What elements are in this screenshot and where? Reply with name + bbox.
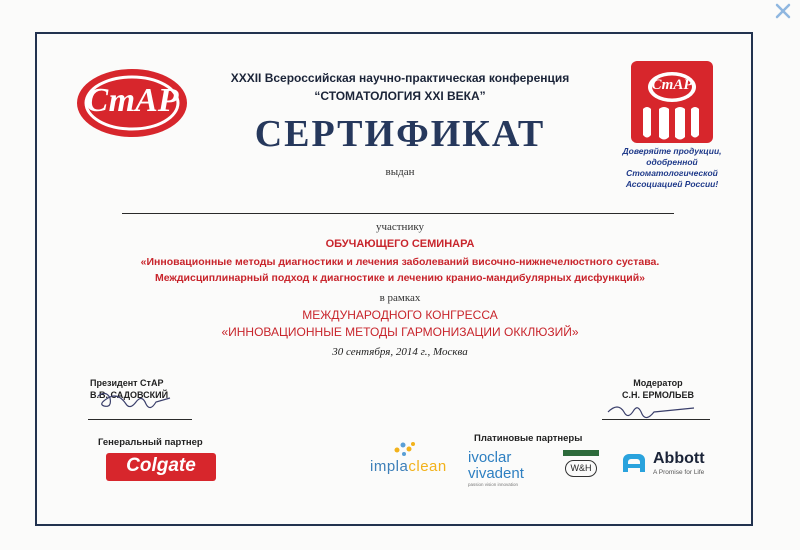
within-label: в рамках [379, 292, 421, 304]
star-logo-right [631, 61, 713, 143]
moderator-signature [600, 398, 710, 426]
colgate-logo [106, 453, 216, 481]
platinum-partners-label: Платиновые партнеры [474, 433, 583, 444]
certificate-title: СЕРТИФИКАТ [254, 113, 546, 155]
caption-line: Ассоциацией России! [625, 179, 719, 189]
abbott-tagline: A Promise for Life [653, 469, 705, 476]
president-name: В.В. САДОВСКИЙ [90, 390, 169, 400]
abbott-text: Abbott [653, 450, 705, 467]
recipient-line [122, 213, 674, 214]
close-icon[interactable] [772, 0, 794, 22]
star-logo-left [74, 66, 190, 140]
conference-line2: “СТОМАТОЛОГИЯ XXI ВЕКА” [314, 89, 486, 103]
moderator-sign-line [602, 419, 710, 420]
ivoclar-logo [468, 450, 524, 488]
ivoclar-text-b: vivadent [468, 465, 524, 482]
logo-right-caption [606, 146, 738, 190]
president-signature [92, 388, 202, 418]
wh-logo [561, 450, 601, 480]
implaclean-text-a: impla [370, 458, 409, 475]
logo-right-text: СтАР [651, 77, 693, 93]
seminar-line1: «Инновационные методы диагностики и лечения заболеваний височно-нижнечелюстного сустава. [140, 256, 660, 268]
ivoclar-text-a: ivoclar [468, 449, 512, 466]
seminar-heading: ОБУЧАЮЩЕГО СЕМИНАРА [325, 238, 475, 250]
conference-line1: XXXII Всероссийская научно-практическая конференция [230, 71, 570, 85]
congress-line2: «ИННОВАЦИОННЫЕ МЕТОДЫ ГАРМОНИЗАЦИИ ОККЛЮЗИЙ» [221, 325, 579, 339]
issued-label: выдан [385, 166, 415, 178]
president-sign-line [88, 419, 192, 420]
wh-text: W&H [570, 463, 592, 473]
implaclean-dots-icon [393, 440, 419, 460]
seminar-line2: Междисциплинарный подход к диагностике и лечению кранио-мандибулярных дисфункций» [154, 272, 645, 284]
participant-label: участнику [375, 221, 425, 233]
caption-line: Доверяйте продукции, [622, 146, 722, 156]
wh-green-bar [563, 450, 599, 456]
moderator-role: Модератор [633, 378, 683, 388]
moderator-name: С.Н. ЕРМОЛЬЕВ [622, 390, 694, 400]
abbott-icon [621, 452, 647, 474]
implaclean-logo [370, 458, 447, 475]
colgate-text: Colgate [126, 455, 196, 476]
president-role: Президент СтАР [90, 378, 164, 388]
implaclean-text-b: clean [408, 458, 447, 475]
general-partner-label: Генеральный партнер [98, 437, 203, 448]
logo-left-text: СтАР [85, 82, 179, 119]
congress-line1: МЕЖДУНАРОДНОГО КОНГРЕССА [302, 308, 498, 322]
caption-line: Стоматологической [626, 168, 718, 178]
caption-line: одобренной [646, 157, 698, 167]
ivoclar-tagline: passion vision innovation [468, 482, 519, 487]
date-place: 30 сентября, 2014 г., Москва [332, 346, 468, 358]
